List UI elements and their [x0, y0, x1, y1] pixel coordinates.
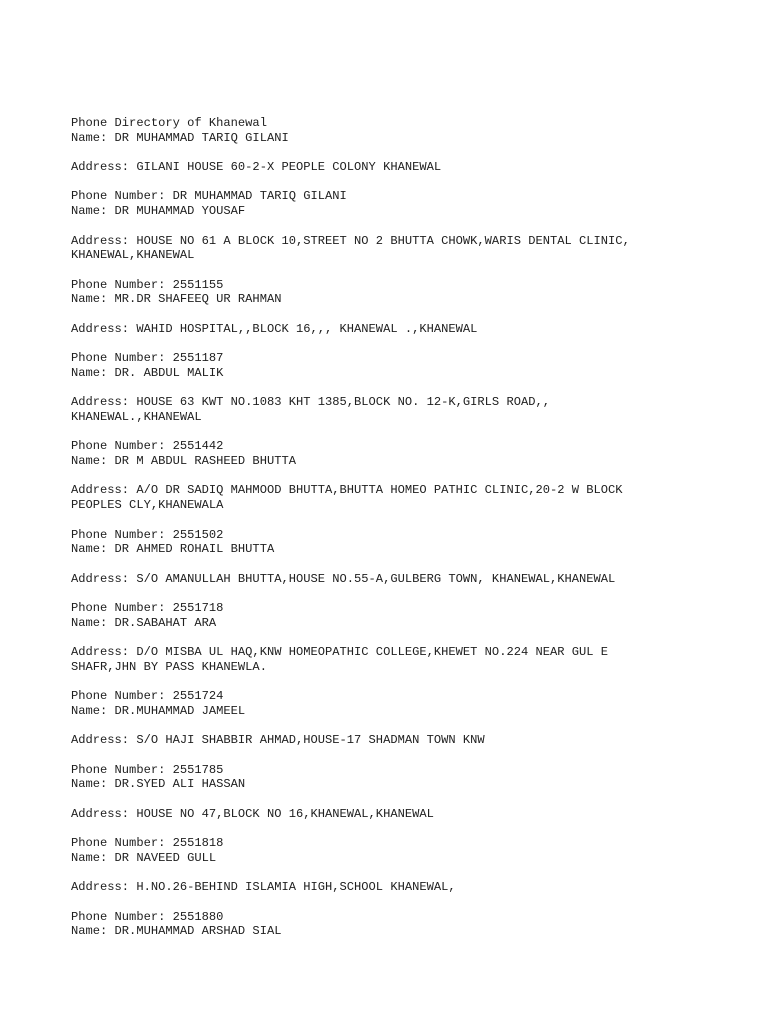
entry-phone-number: Phone Number: 2551718: [71, 601, 224, 616]
entry-name: Name: DR MUHAMMAD TARIQ GILANI: [71, 130, 289, 145]
blank-line: [71, 175, 751, 190]
entry-name: Name: MR.DR SHAFEEQ UR RAHMAN: [71, 292, 282, 307]
blank-line: [71, 219, 751, 234]
blank-line: [71, 675, 751, 690]
entry-list: [71, 131, 751, 925]
entry-address: Address: A/O DR SADIQ MAHMOOD BHUTTA,BHUTTA HOMEO PATHIC CLINIC,20-2 W BLOCK: [71, 483, 623, 498]
blank-line: [71, 381, 751, 396]
directory-page: [71, 116, 751, 939]
directory-entry: [71, 204, 751, 292]
entry-name: Name: DR M ABDUL RASHEED BHUTTA: [71, 454, 296, 469]
blank-line: [71, 513, 751, 528]
entry-name: Name: DR AHMED ROHAIL BHUTTA: [71, 542, 275, 557]
directory-entry: [71, 131, 751, 204]
blank-line: [71, 307, 751, 322]
directory-entry: [71, 704, 751, 777]
entry-address: Address: HOUSE 63 KWT NO.1083 KHT 1385,BLOCK NO. 12-K,GIRLS ROAD,,: [71, 395, 550, 410]
entry-phone-number: Phone Number: 2551442: [71, 439, 224, 454]
entry-phone-number: Phone Number: 2551502: [71, 527, 224, 542]
entry-name: Name: DR.SABAHAT ARA: [71, 615, 217, 630]
directory-entry: [71, 366, 751, 454]
entry-phone-number: Phone Number: 2551187: [71, 351, 224, 366]
blank-line: [71, 263, 751, 278]
entry-name: Name: DR. ABDUL MALIK: [71, 365, 224, 380]
entry-phone-number: Phone Number: 2551818: [71, 836, 224, 851]
blank-line: [71, 145, 751, 160]
blank-line: [71, 821, 751, 836]
blank-line: [71, 719, 751, 734]
entry-address: Address: S/O HAJI SHABBIR AHMAD,HOUSE-17 SHADMAN TOWN KNW: [71, 733, 485, 748]
entry-phone-number: Phone Number: 2551724: [71, 689, 224, 704]
blank-line: [71, 469, 751, 484]
entry-address: KHANEWAL,KHANEWAL: [71, 248, 195, 263]
entry-name: Name: DR NAVEED GULL: [71, 850, 217, 865]
blank-line: [71, 557, 751, 572]
directory-entry: [71, 777, 751, 850]
blank-line: [71, 630, 751, 645]
blank-line: [71, 895, 751, 910]
entry-address: Address: HOUSE NO 47,BLOCK NO 16,KHANEWAL,KHANEWAL: [71, 806, 434, 821]
entry-address: PEOPLES CLY,KHANEWALA: [71, 498, 224, 513]
directory-entry: [71, 292, 751, 365]
blank-line: [71, 792, 751, 807]
document-title: Phone Directory of Khanewal: [71, 116, 267, 130]
blank-line: [71, 336, 751, 351]
directory-entry: [71, 542, 751, 615]
entry-address: SHAFR,JHN BY PASS KHANEWLA.: [71, 659, 267, 674]
entry-address: Address: H.NO.26-BEHIND ISLAMIA HIGH,SCHOOL KHANEWAL,: [71, 880, 456, 895]
entry-name: Name: DR.MUHAMMAD ARSHAD SIAL: [71, 924, 282, 939]
entry-phone-number: Phone Number: 2551155: [71, 277, 224, 292]
blank-line: [71, 425, 751, 440]
entry-address: KHANEWAL.,KHANEWAL: [71, 409, 202, 424]
directory-entry: [71, 454, 751, 542]
entry-address: Address: WAHID HOSPITAL,,BLOCK 16,,, KHANEWAL .,KHANEWAL: [71, 321, 478, 336]
entry-phone-number: Phone Number: 2551880: [71, 909, 224, 924]
entry-phone-number: Phone Number: DR MUHAMMAD TARIQ GILANI: [71, 189, 347, 204]
entry-address: Address: HOUSE NO 61 A BLOCK 10,STREET NO 2 BHUTTA CHOWK,WARIS DENTAL CLINIC,: [71, 233, 630, 248]
directory-entry: [71, 616, 751, 704]
entry-name: Name: DR MUHAMMAD YOUSAF: [71, 204, 246, 219]
blank-line: [71, 586, 751, 601]
entry-phone-number: Phone Number: 2551785: [71, 762, 224, 777]
blank-line: [71, 748, 751, 763]
entry-address: Address: GILANI HOUSE 60-2-X PEOPLE COLONY KHANEWAL: [71, 160, 442, 175]
blank-line: [71, 866, 751, 881]
entry-name: Name: DR.SYED ALI HASSAN: [71, 777, 246, 792]
entry-address: Address: D/O MISBA UL HAQ,KNW HOMEOPATHIC COLLEGE,KHEWET NO.224 NEAR GUL E: [71, 645, 609, 660]
directory-entry: [71, 851, 751, 924]
entry-address: Address: S/O AMANULLAH BHUTTA,HOUSE NO.55-A,GULBERG TOWN, KHANEWAL,KHANEWAL: [71, 571, 616, 586]
entry-name: Name: DR.MUHAMMAD JAMEEL: [71, 703, 246, 718]
